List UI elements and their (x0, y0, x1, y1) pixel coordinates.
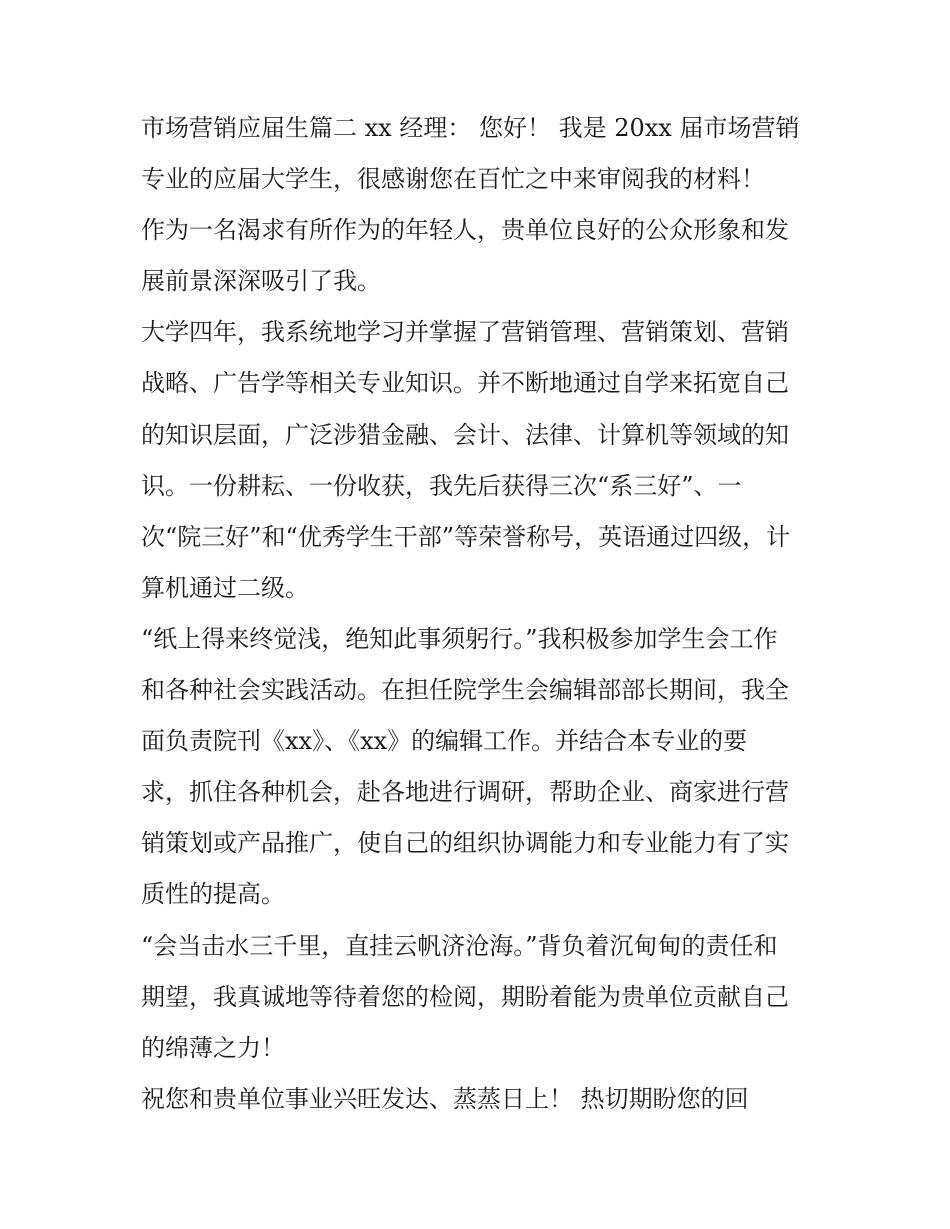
text-line: 和各种社会实践活动。在担任院学生会编辑部部长期间，我全 (141, 676, 789, 705)
text-line: 作为一名渴求有所作为的年轻人，贵单位良好的公众形象和发 (141, 216, 789, 245)
text-line: 销策划或产品推广，使自己的组织协调能力和专业能力有了实 (141, 829, 789, 858)
text-line: 展前景深深吸引了我。 (141, 267, 381, 296)
text-line: “纸上得来终觉浅，绝知此事须躬行。”我积极参加学生会工作 (141, 624, 778, 653)
text-line: “会当击水三千里，直挂云帆济沧海。”背负着沉甸甸的责任和 (141, 931, 778, 960)
text-line: 期望，我真诚地等待着您的检阅，期盼着能为贵单位贡献自己 (141, 982, 789, 1011)
text-line: 次“院三好”和“优秀学生干部”等荣誉称号，英语通过四级，计 (141, 522, 791, 551)
text-line: 专业的应届大学生，很感谢您在百忙之中来审阅我的材料！ (141, 165, 765, 194)
letter-body (141, 103, 821, 1125)
text-line: 的知识层面，广泛涉猎金融、会计、法律、计算机等领域的知 (141, 420, 789, 449)
text-line: 的绵薄之力！ (141, 1033, 285, 1062)
text-line: 大学四年，我系统地学习并掌握了营销管理、营销策划、营销 (141, 318, 789, 347)
text-line: 面负责院刊《xx》、《xx》的编辑工作。并结合本专业的要 (141, 727, 748, 756)
text-line: 算机通过二级。 (141, 573, 309, 602)
text-line: 战略、广告学等相关专业知识。并不断地通过自学来拓宽自己 (141, 369, 789, 398)
text-line: 求，抓住各种机会，赴各地进行调研，帮助企业、商家进行营 (141, 778, 789, 807)
text-line: 祝您和贵单位事业兴旺发达、蒸蒸日上！ 热切期盼您的回 (141, 1084, 749, 1113)
text-line: 识。一份耕耘、一份收获，我先后获得三次“系三好”、一 (141, 471, 742, 500)
text-line: 市场营销应届生篇二 xx 经理： 您好！ 我是 20xx 届市场营销 (141, 114, 800, 142)
text-line: 质性的提高。 (141, 880, 285, 909)
